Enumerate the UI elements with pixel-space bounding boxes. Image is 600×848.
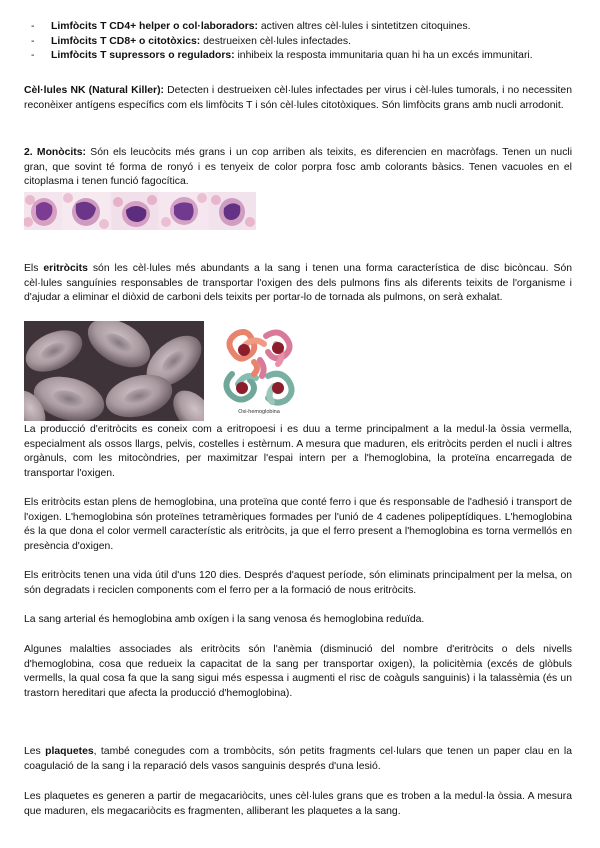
megakaryocytes-paragraph: Les plaquetes es generen a partir de megacariòcits, unes cèl·lules grans que es troben a la medul·la òssia. A mesura que maduren, els megacariòcits es fragmenten, alliberant les plaquetes a la sang. bbox=[24, 791, 572, 817]
platelets-intro-paragraph: Les plaquetes, també conegudes com a trombòcits, són petits fragments cel·lulars que tenen un paper clau en la coagulació de la sang i la reparació dels vasos sanguinis després d'una lesió. bbox=[24, 746, 573, 772]
monocytes-paragraph: 2. Monòcits: Són els leucòcits més grans i un cop arriben als teixits, es diferencien en macròfags. Tenen un nucli gran, que sovint té forma de ronyó i es tenyeix de color porpra fosc amb colorants bàsics. Tenen vacuoles en el citoplasma i tenen funció fagocítica. bbox=[24, 147, 573, 188]
diagram-caption: Oxi-hemoglobina bbox=[238, 409, 280, 415]
micrograph-3 bbox=[112, 192, 158, 230]
list-item: - Limfòcits T CD8+ o citotòxics: destrueixen cèl·lules infectades. bbox=[31, 35, 351, 47]
definition: destrueixen cèl·lules infectades. bbox=[200, 35, 351, 47]
lymphocyte-t-list bbox=[24, 20, 584, 64]
hemoglobin-paragraph: Els eritròcits estan plens de hemoglobina, una proteïna que conté ferro i que és responsable de l'adhesió i transport de l'oxigen. L'hemoglobina són proteïnes tetramèriques formades per l'unió de 4 cadenes polipeptídiques. L'hemoglobina és la que dona el color vermell característic als eritròcits, ja que el ferro present a l'hemoglobina es torna vermellós en presència d'oxigen. bbox=[24, 497, 572, 552]
list-item: - Limfòcits T supressors o reguladors: inhibeix la resposta immunitaria quan hi ha un excés immunitari. bbox=[31, 50, 533, 62]
hemoglobin-diagram bbox=[214, 324, 304, 416]
list-item: - Limfòcits T CD4+ helper o col·laboradors: activen altres cèl·lules i sintetitzen citoquines. bbox=[31, 21, 471, 32]
monocyte-micrographs bbox=[24, 192, 256, 230]
oxyhemoglobin-structure-icon bbox=[214, 324, 304, 416]
term: Limfòcits T supressors o reguladors: bbox=[51, 50, 235, 62]
lifespan-paragraph: Els eritròcits tenen una vida útil d'uns 120 dies. Després d'aquest període, són eliminats principalment per la melsa, on són degradats i reciclen components com el ferro per a la formació de nous eritròcits. bbox=[24, 570, 572, 596]
erythrocyte-sem-image bbox=[24, 321, 204, 421]
arterial-venous-paragraph: La sang arterial és hemoglobina amb oxígen i la sang venosa és hemoglobina reduïda. bbox=[24, 614, 425, 625]
micrograph-5 bbox=[210, 192, 256, 230]
erythropoiesis-paragraph: La producció d'eritròcits es coneix com a eritropoesi i es duu a terme principalment a la medul·la òssia vermella, especialment als ossos llargs, pelvis, costelles i estèrnum. A mesura que maduren, els eritròcits perden el nucli i altres orgànuls, com les mitocòndries, per maximitzar l'espai intern per a l'hemoglobina, la proteïna encarregada de transportar l'oxigen. bbox=[24, 424, 572, 479]
term: Limfòcits T CD4+ helper o col·laboradors: bbox=[51, 21, 258, 32]
micrograph-2 bbox=[62, 192, 110, 230]
nk-cells-paragraph: Cèl·lules NK (Natural Killer): Detecten i destrueixen cèl·lules infectades per virus i cèl·lules tumorals, i no necessiten reconèixer antígens específics com els limfòcits T i són cèl·lules citotòxiques. Són limfòcits grans amb nucli arrodonit. bbox=[24, 85, 572, 111]
term: Limfòcits T CD8+ o citotòxics: bbox=[51, 35, 201, 47]
definition: inhibeix la resposta immunitaria quan hi ha un excés immunitari. bbox=[234, 50, 533, 62]
monocyte-micrograph-strip bbox=[24, 192, 256, 230]
erythrocytes-intro-paragraph: Els eritròcits són les cèl·lules més abundants a la sang i tenen una forma característica de disc bicòncau. Són cèl·lules sanguínies responsables de transportar l'oxigen des dels pulmons fins als diferents teixits de l'organisme i d'ajudar a eliminar el diòxid de carboni dels teixits per portar-lo de tornada als pulmons, on serà exhalat. bbox=[24, 263, 572, 304]
red-blood-cells-illustration bbox=[24, 321, 204, 421]
diseases-paragraph: Algunes malalties associades als eritròcits són l'anèmia (disminució del nombre d'eritròcits o dels nivells d'hemoglobina, cosa que redueix la capacitat de la sang per transportar oxigen), la policitèmia (excés de glòbuls vermells, la qual cosa fa que la sang sigui més espessa i augmenti el risc de coàguls sanguinis) i la talassèmia (és un trastorn hereditari que afecta la producció d'hemoglobina). bbox=[24, 644, 572, 699]
definition: activen altres cèl·lules i sintetitzen citoquines. bbox=[257, 21, 471, 32]
micrograph-4 bbox=[160, 192, 208, 230]
